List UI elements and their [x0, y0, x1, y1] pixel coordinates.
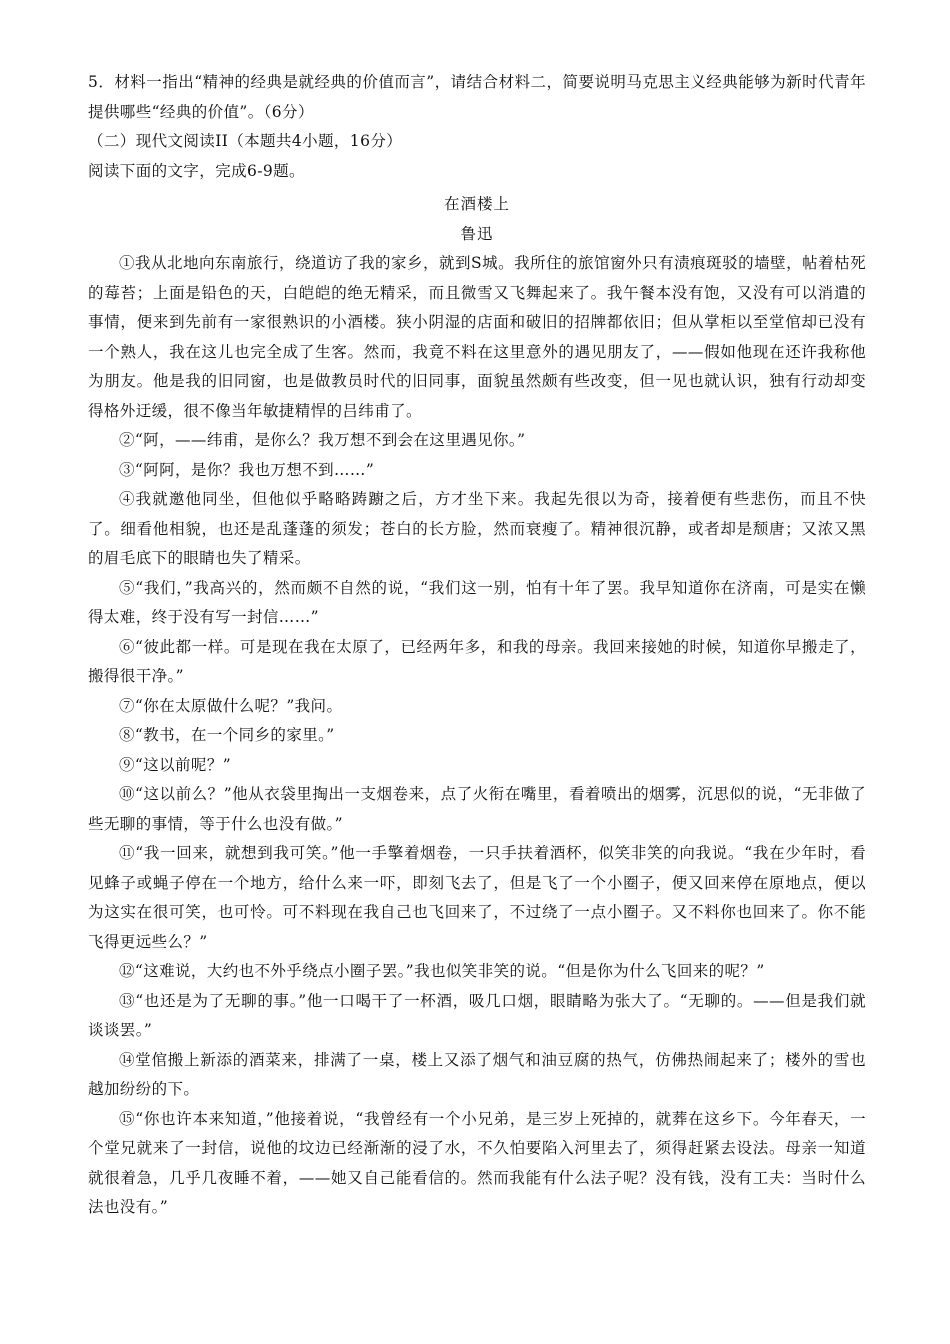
paragraph-13: ⑬“也还是为了无聊的事。”他一口喝干了一杯酒，吸几口烟，眼睛略为张大了。“无聊的。——但是我们就谈谈罢。”	[88, 991, 866, 1039]
question-5: 5．材料一指出“精神的经典是就经典的价值而言”，请结合材料二，简要说明马克思主义经典能够为新时代青年提供哪些“经典的价值”。（6分）	[88, 73, 866, 121]
paragraph-4: ④我就邀他同坐，但他似乎略略踌躕之后，方才坐下来。我起先很以为奇，接着便有些悲伤，而且不快了。细看他相貌，也还是乱蓬蓬的须发；苍白的长方脸，然而衰瘦了。精神很沉静，或者却是颓唐；又浓又黑的眉毛底下的眼睛也失了精采。	[88, 490, 866, 567]
paragraph-10: ⑩“这以前么？”他从衣袋里掏出一支烟卷来，点了火衔在嘴里，看着喷出的烟雾，沉思似的说，“无非做了些无聊的事情，等于什么也没有做。”	[88, 785, 866, 833]
paragraph-6: ⑥“彼此都一样。可是现在我在太原了，已经两年多，和我的母亲。我回来接她的时候，知道你早搬走了，搬得很干净。”	[88, 637, 866, 685]
paragraph-5: ⑤“我们，”我高兴的，然而颇不自然的说，“我们这一别，怕有十年了罢。我早知道你在济南，可是实在懒得太难，终于没有写一封信……”	[88, 578, 866, 626]
paragraph-11: ⑪“我一回来，就想到我可笑。”他一手擎着烟卷，一只手扶着酒杯，似笑非笑的向我说。“我在少年时，看见蜂子或蝇子停在一个地方，给什么来一吓，即刻飞去了，但是飞了一个小圈子，便又回来停在原地点，便以为这实在很可笑，也可怜。可不料现在我自己也飞回来了，不过绕了一点小圈子。又不料你也回来了。你不能飞得更远些么？”	[88, 844, 866, 951]
paragraph-3: ③“阿阿，是你？我也万想不到……”	[119, 460, 375, 479]
paragraph-14: ⑭堂倌搬上新添的酒菜来，排满了一桌，楼上又添了烟气和油豆腐的热气，仿佛热闹起来了；楼外的雪也越加纷纷的下。	[88, 1050, 866, 1098]
paragraph-1: ①我从北地向东南旅行，绕道访了我的家乡，就到S城。我所住的旅馆窗外只有渍痕斑驳的墙壁，帖着枯死的莓苔；上面是铅色的天，白皑皑的绝无精采，而且微雪又飞舞起来了。我午餐本没有饱，又没有可以消遣的事情，便来到先前有一家很熟识的小酒楼。狭小阴湿的店面和破旧的招牌都依旧；但从掌柜以至堂倌却已没有一个熟人，我在这儿也完全成了生客。然而，我竟不料在这里意外的遇见朋友了，——假如他现在还许我称他为朋友。他是我的旧同窗，也是做教员时代的旧同事，面貌虽然颇有些改变，但一见也就认识，独有行动却变得格外迂缓，很不像当年敏捷精悍的吕纬甫了。	[88, 254, 866, 420]
paragraph-15: ⑮“你也许本来知道，”他接着说，“我曾经有一个小兄弟，是三岁上死掉的，就葬在这乡下。今年春天，一个堂兄就来了一封信，说他的坟边已经渐渐的浸了水，不久怕要陷入河里去了，须得赶紧去设法。母亲一知道就很着急，几乎几夜睡不着，——她又自己能看信的。然而我能有什么法子呢？没有钱，没有工夫：当时什么法也没有。”	[88, 1109, 866, 1216]
reading-instruction: 阅读下面的文字，完成6-9题。	[88, 161, 305, 180]
paragraph-2: ②“阿，——纬甫，是你么？我万想不到会在这里遇见你。”	[119, 431, 526, 449]
paragraph-7: ⑦“你在太原做什么呢？”我问。	[119, 696, 343, 715]
story-title: 在酒楼上	[443, 195, 510, 213]
section-header: （二）现代文阅读II（本题共4小题，16分）	[88, 132, 403, 150]
paragraph-9: ⑨“这以前呢？”	[119, 755, 232, 774]
paragraph-8: ⑧“教书，在一个同乡的家里。”	[119, 726, 335, 744]
exam-page	[88, 68, 866, 1223]
paragraph-12: ⑫“这难说，大约也不外乎绕点小圈子罢。”我也似笑非笑的说。“但是你为什么飞回来的呢？”	[119, 962, 765, 980]
story-author: 鲁迅	[460, 224, 494, 243]
